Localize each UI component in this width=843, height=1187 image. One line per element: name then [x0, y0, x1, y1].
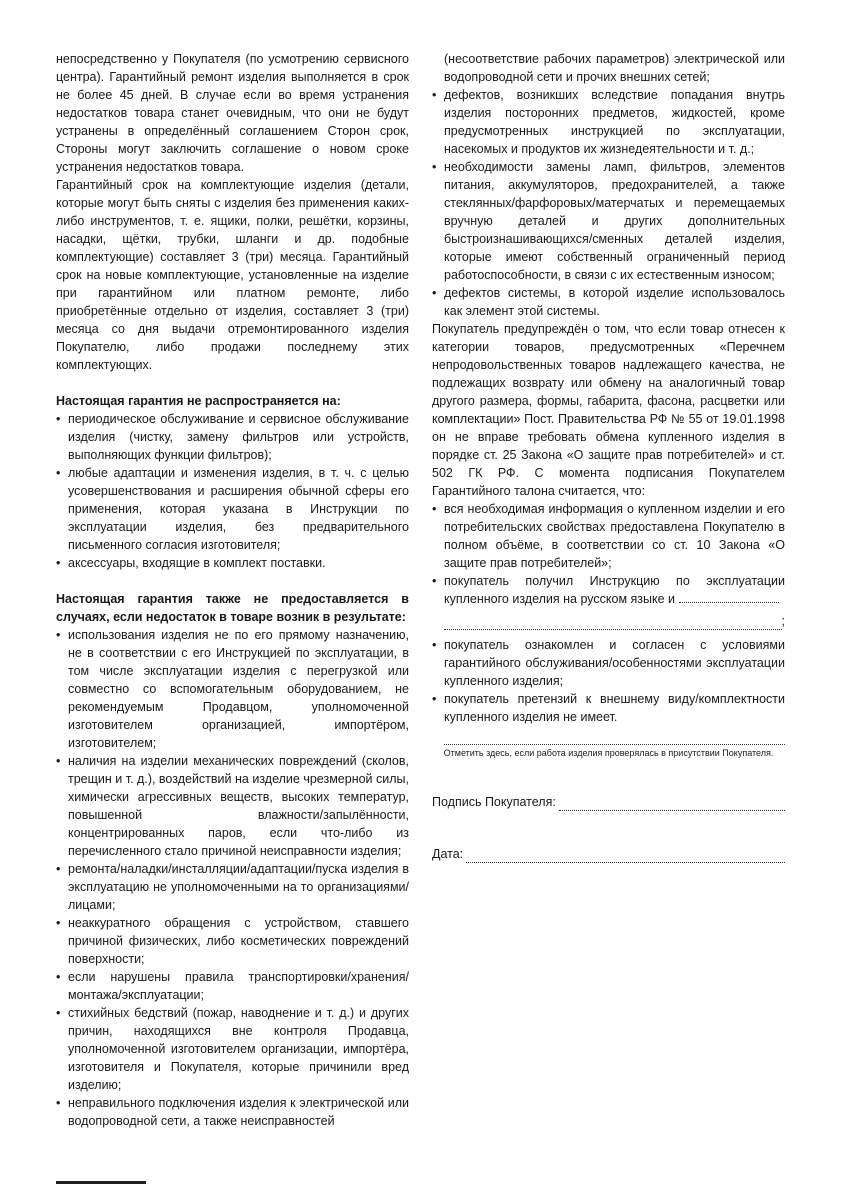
fill-in-row: [444, 612, 785, 630]
list-item: • вся необходимая информация о купленном изделии и его потребительских свойствах предоставлена Покупателю в полном объёме, в соответствии со ст. 10 Закона «О защите прав потребителей»;: [432, 500, 785, 572]
list-buyer-acknowledgements: [432, 500, 785, 726]
list-item: • стихийных бедствий (пожар, наводнение и т. д.) и других причин, находящихся вне контроля Продавца, уполномоченной изготовителем организации, импортёра, изготовителя и Покупателя, которые причинили вред изделию;: [56, 1004, 409, 1094]
list-item: • неаккуратного обращения с устройством, ставшего причиной физических, либо косметических повреждений поверхности;: [56, 914, 409, 968]
date-row: [432, 845, 785, 863]
list-item: • если нарушены правила транспортировки/хранения/ монтажа/эксплуатации;: [56, 968, 409, 1004]
right-column: [432, 50, 785, 863]
list-item: • покупатель претензий к внешнему виду/комплектности купленного изделия не имеет.: [432, 690, 785, 726]
list-item: • покупатель ознакомлен и согласен с условиями гарантийного обслуживания/особенностями эксплуатации купленного изделия;: [432, 636, 785, 690]
paragraph-buyer-warning: Покупатель предупреждён о том, что если товар отнесен к категории товаров, предусмотренных «Перечнем непродовольственных товаров надлежащего качества, не подлежащих возврату или обмену на аналогичный товар другого размера, формы, габарита, фасона, расцветки или комплектации» Пост. Правительства РФ № 55 от 19.01.1998 он не вправе требовать обмена купленного изделия в порядке ст. 25 Закона «О защите прав потребителей» и ст. 502 ГК РФ. С момента подписания Покупателем Гарантийного талона считается, что:: [432, 322, 785, 498]
check-mark-line[interactable]: [444, 732, 785, 745]
heading-not-provided: Настоящая гарантия также не предоставляется в случаях, если недостаток в товаре возник в результате:: [56, 592, 409, 624]
list-item: • периодическое обслуживание и сервисное обслуживание изделия (чистку, замену фильтров или устройств, выполняющих функции фильтров);: [56, 410, 409, 464]
footer-mark: [56, 1181, 146, 1184]
semicolon: ;: [781, 614, 785, 628]
list-item: • дефектов системы, в которой изделие использовалось как элемент этой системы.: [432, 284, 785, 320]
paragraph-repair-terms: непосредственно у Покупателя (по усмотрению сервисного центра). Гарантийный ремонт изделия выполняется в срок не более 45 дней. В случае если во время устранения недостатков товара станет очевидным, что они не будут устранены в определённый соглашением Сторон срок, Стороны могут заключить соглашение о новом сроке устранения недостатков товара.: [56, 52, 409, 174]
list-item: [432, 572, 785, 630]
date-label: Дата:: [432, 847, 464, 861]
paragraph-components-warranty: Гарантийный срок на комплектующие изделия (детали, которые могут быть сняты с изделия без применения каких-либо инструментов, т. е. ящики, полки, решётки, корзины, насадки, щётки, трубки, шланги и др. подобные комплектующие) составляет 3 (три) месяца. Гарантийный срок на новые комплектующие, установленные на изделие при гарантийном или платном ремонте, либо приобретённые отдельно от изделия, составляет 3 (три) месяца со дня выдачи отремонтированного изделия Покупателю, либо продажи последнему этих комплектующих.: [56, 178, 409, 372]
list-item: • наличия на изделии механических повреждений (сколов, трещин и т. д.), воздействий на изделие чрезмерной силы, химически агрессивных веществ, высоких температур, повышенной влажности/запылённости, концентрированных паров, если что-либо из перечисленного стало причиной неисправности изделия;: [56, 752, 409, 860]
date-field[interactable]: [466, 849, 785, 863]
signature-label: Подпись Покупателя:: [432, 795, 556, 809]
list-item: • использования изделия не по его прямому назначению, не в соответствии с его Инструкцией по эксплуатации, в том числе эксплуатации изделия с перегрузкой или совместно со вспомогательным оборудованием, не рекомендуемым Продавцом, уполномоченной изготовителем организацией, импортёром, изготовителем;: [56, 626, 409, 752]
list-not-provided: [56, 626, 409, 1130]
heading-not-covered: Настоящая гарантия не распространяется на:: [56, 394, 341, 408]
list-item: • необходимости замены ламп, фильтров, элементов питания, аккумуляторов, предохранителей, а также стеклянных/фарфоровых/матерчатых и перемещаемых вручную деталей и других дополнительных быстроизнашивающихся/сменных деталей изделия, которые имеют собственный ограниченный период работоспособности, в связи с их естественным износом;: [432, 158, 785, 284]
list-continuation: (несоответствие рабочих параметров) электрической или водопроводной сети и прочих внешних сетей;: [444, 52, 785, 84]
fill-in-line[interactable]: [679, 592, 779, 603]
left-column: [56, 50, 409, 1130]
fill-in-line[interactable]: [444, 617, 782, 630]
list-item-text: покупатель получил Инструкцию по эксплуатации купленного изделия на русском языке и: [444, 574, 785, 606]
list-item: • аксессуары, входящие в комплект поставки.: [56, 554, 409, 572]
check-note: Отметить здесь, если работа изделия проверялась в присутствии Покупателя.: [443, 748, 774, 758]
list-not-covered: [56, 410, 409, 572]
list-not-provided-continued: [432, 86, 785, 320]
signature-field[interactable]: [559, 797, 785, 811]
list-item: • любые адаптации и изменения изделия, в т. ч. с целью усовершенствования и расширения обычной сферы его применения, которая указана в Инструкции по эксплуатации изделия, без предварительного письменного согласия изготовителя;: [56, 464, 409, 554]
list-item: • дефектов, возникших вследствие попадания внутрь изделия посторонних предметов, жидкостей, кроме предусмотренных инструкцией по эксплуатации, насекомых и продуктов их жизнедеятельности и т. д.;: [432, 86, 785, 158]
signature-row: [432, 793, 785, 811]
list-item: • ремонта/наладки/инсталляции/адаптации/пуска изделия в эксплуатацию не уполномоченными на то организациями/ лицами;: [56, 860, 409, 914]
list-item: • неправильного подключения изделия к электрической или водопроводной сети, а также неисправностей: [56, 1094, 409, 1130]
